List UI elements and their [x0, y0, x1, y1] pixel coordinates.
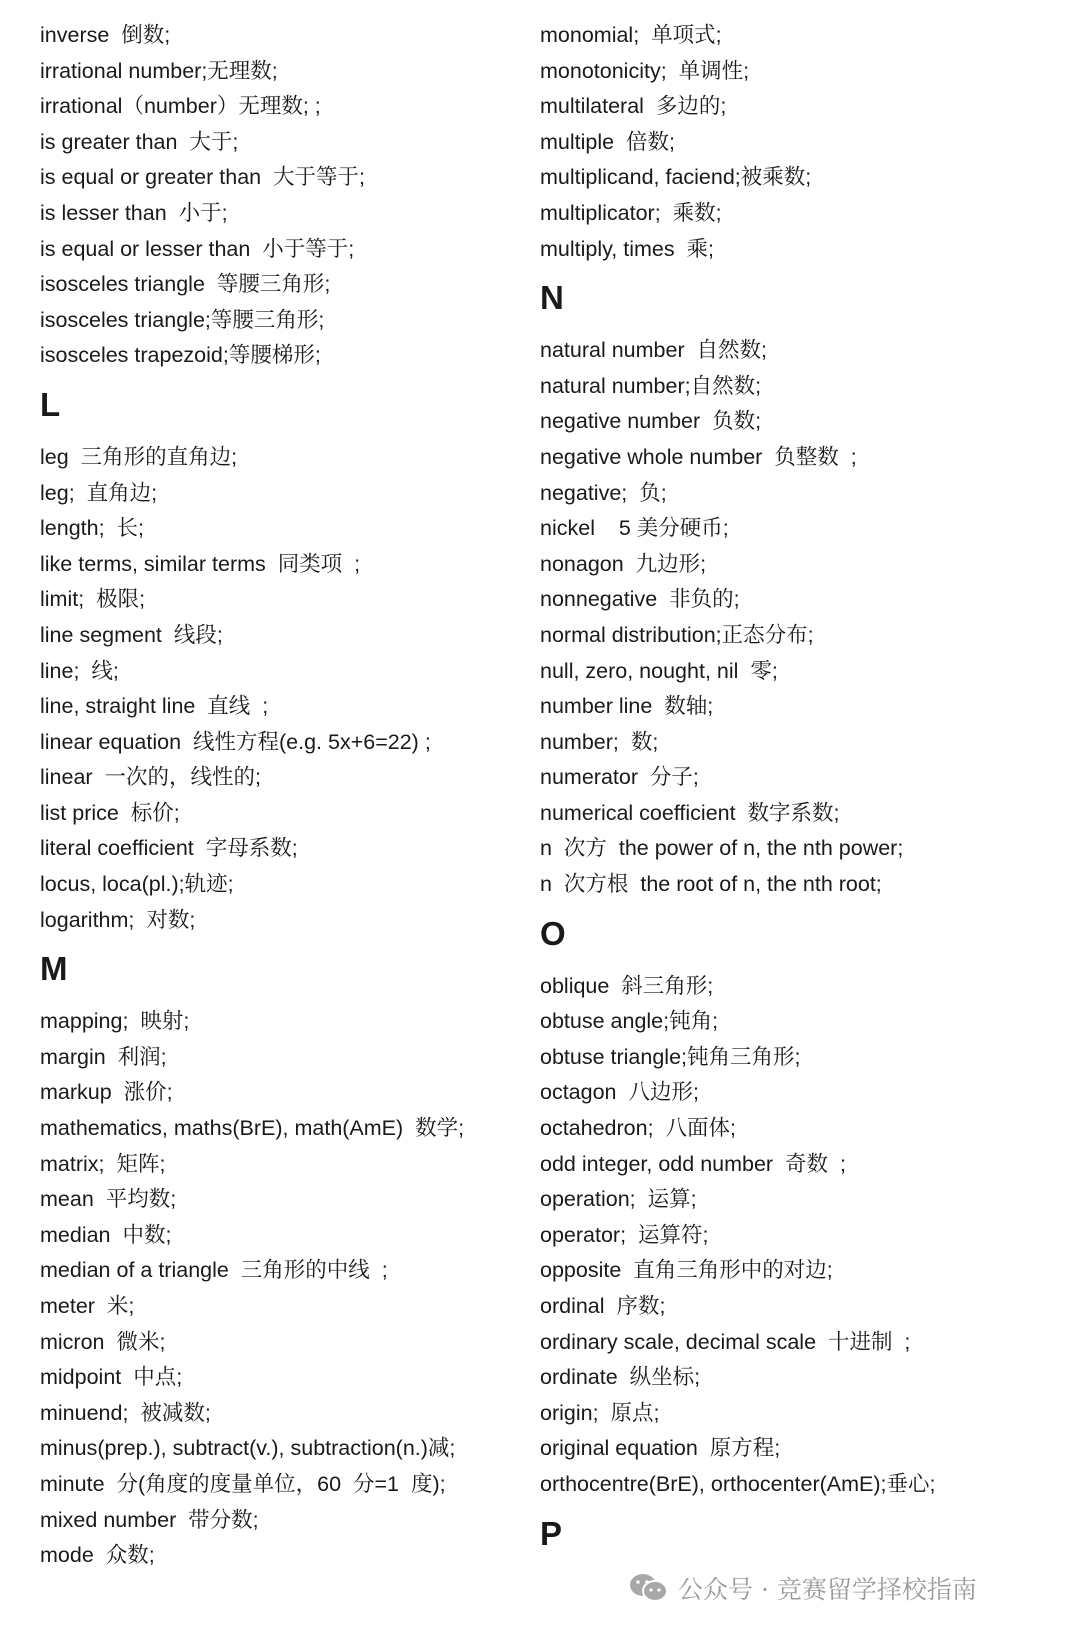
glossary-entry: limit; 极限; — [40, 587, 146, 612]
glossary-entry: isosceles trapezoid;等腰梯形; — [40, 343, 321, 368]
glossary-entry: multiply, times 乘; — [540, 236, 715, 261]
glossary-entry: multilateral 多边的; — [540, 94, 727, 119]
glossary-entry: median of a triangle 三角形的中线 ; — [40, 1258, 388, 1283]
glossary-entry: nonagon 九边形; — [540, 551, 707, 576]
glossary-entry: number line 数轴; — [540, 694, 714, 719]
glossary-entry: original equation 原方程; — [540, 1436, 781, 1461]
watermark-text: 公众号 · 竞赛留学择校指南 — [678, 1575, 977, 1604]
glossary-entry: negative whole number 负整数 ; — [540, 444, 857, 469]
glossary-entry: natural number 自然数; — [540, 338, 768, 363]
glossary-entry: is equal or greater than 大于等于; — [40, 165, 366, 190]
glossary-entry: leg; 直角边; — [40, 480, 158, 505]
glossary-entry: orthocentre(BrE), orthocenter(AmE);垂心; — [540, 1471, 936, 1496]
section-heading-o: O — [540, 914, 566, 952]
glossary-entry: multiplicand, faciend;被乘数; — [540, 165, 812, 190]
glossary-entry: linear 一次的，线性的; — [40, 765, 262, 790]
glossary-entry: multiplicator; 乘数; — [540, 200, 722, 225]
glossary-entry: is lesser than 小于; — [40, 200, 228, 225]
glossary-entry: normal distribution;正态分布; — [540, 622, 814, 647]
glossary-entry: median 中数; — [40, 1222, 172, 1247]
glossary-entry: leg 三角形的直角边; — [40, 444, 238, 469]
entry-group-m — [40, 1004, 510, 1574]
section-heading-n: N — [540, 279, 564, 317]
glossary-entry: line segment 线段; — [40, 622, 223, 647]
glossary-entry: length; 长; — [40, 516, 144, 541]
section-heading-p: P — [540, 1514, 563, 1552]
glossary-entry: multiple 倍数; — [540, 129, 676, 154]
glossary-entry: n 次方根 the root of n, the nth root; — [540, 872, 882, 897]
wechat-icon — [628, 1571, 670, 1605]
glossary-entry: line; 线; — [40, 658, 119, 683]
glossary-entry: null, zero, nought, nil 零; — [540, 658, 778, 683]
left-column — [40, 18, 510, 1574]
glossary-entry: meter 米; — [40, 1294, 135, 1318]
watermark — [628, 1568, 977, 1608]
glossary-entry: like terms, similar terms 同类项 ; — [40, 551, 361, 576]
glossary-entry: obtuse triangle;钝角三角形; — [540, 1044, 801, 1069]
glossary-entry: markup 涨价; — [40, 1080, 173, 1105]
glossary-entry: minus(prep.), subtract(v.), subtraction(n.)减; — [40, 1436, 456, 1461]
glossary-entry: operator; 运算符; — [540, 1222, 709, 1247]
glossary-entry: n 次方 the power of n, the nth power; — [540, 836, 904, 861]
section-heading-m: M — [40, 950, 68, 988]
glossary-entry: is equal or lesser than 小于等于; — [40, 236, 355, 261]
glossary-entry: mean 平均数; — [40, 1187, 177, 1212]
glossary-entry: locus, loca(pl.);轨迹; — [40, 872, 234, 897]
glossary-entry: logarithm; 对数; — [40, 907, 196, 932]
glossary-entry: mixed number 带分数; — [40, 1507, 259, 1532]
glossary-entry: odd integer, odd number 奇数 ; — [540, 1151, 846, 1176]
glossary-entry: margin 利润; — [40, 1044, 167, 1069]
glossary-entry: ordinal 序数; — [540, 1294, 666, 1318]
glossary-entry: opposite 直角三角形中的对边; — [540, 1258, 833, 1283]
glossary-entry: ordinary scale, decimal scale 十进制 ; — [540, 1329, 911, 1354]
glossary-entry: negative number 负数; — [540, 409, 762, 434]
glossary-entry: natural number;自然数; — [540, 373, 762, 398]
glossary-entry: linear equation 线性方程(e.g. 5x+6=22) ; — [40, 729, 431, 754]
glossary-entry: number; 数; — [540, 729, 659, 754]
entry-group-i — [40, 18, 510, 374]
glossary-entry: minuend; 被减数; — [40, 1400, 211, 1425]
glossary-entry: isosceles triangle 等腰三角形; — [40, 272, 331, 297]
glossary-entry: mapping; 映射; — [40, 1009, 190, 1034]
glossary-entry: ordinate 纵坐标; — [540, 1365, 701, 1390]
glossary-entry: irrational number;无理数; — [40, 58, 278, 83]
entry-group-m-continued — [540, 18, 1040, 267]
glossary-entry: nickel 5 美分硬币; — [540, 516, 729, 541]
glossary-entry: operation; 运算; — [540, 1187, 697, 1212]
glossary-entry: list price 标价; — [40, 800, 180, 825]
glossary-entry: oblique 斜三角形; — [540, 973, 714, 998]
glossary-entry: inverse 倒数; — [40, 23, 171, 47]
glossary-entry: isosceles triangle;等腰三角形; — [40, 307, 325, 332]
glossary-entry: numerical coefficient 数字系数; — [540, 800, 840, 825]
glossary-entry: matrix; 矩阵; — [40, 1151, 166, 1176]
glossary-entry: origin; 原点; — [540, 1400, 660, 1425]
glossary-entry: obtuse angle;钝角; — [540, 1009, 719, 1034]
glossary-entry: octagon 八边形; — [540, 1080, 699, 1105]
glossary-entry: numerator 分子; — [540, 765, 699, 790]
glossary-entry: mode 众数; — [40, 1543, 155, 1568]
entry-group-l — [40, 440, 510, 938]
right-column — [540, 18, 1040, 1569]
glossary-entry: negative; 负; — [540, 480, 667, 505]
glossary-entry: minute 分(角度的度量单位，60 分=1 度); — [40, 1471, 446, 1496]
glossary-entry: midpoint 中点; — [40, 1365, 183, 1390]
glossary-entry: micron 微米; — [40, 1329, 166, 1354]
entry-group-n — [540, 333, 1040, 903]
glossary-entry: monotonicity; 单调性; — [540, 58, 750, 83]
glossary-entry: literal coefficient 字母系数; — [40, 836, 298, 861]
glossary-entry: octahedron; 八面体; — [540, 1116, 736, 1141]
glossary-entry: irrational（number）无理数; ; — [40, 94, 321, 119]
entry-group-o — [540, 969, 1040, 1503]
glossary-entry: nonnegative 非负的; — [540, 587, 740, 612]
glossary-entry: line, straight line 直线 ; — [40, 694, 269, 719]
glossary-entry: mathematics, maths(BrE), math(AmE) 数学; — [40, 1116, 465, 1141]
glossary-entry: monomial; 单项式; — [540, 23, 722, 47]
glossary-entry: is greater than 大于; — [40, 129, 239, 154]
section-heading-l: L — [40, 385, 61, 423]
